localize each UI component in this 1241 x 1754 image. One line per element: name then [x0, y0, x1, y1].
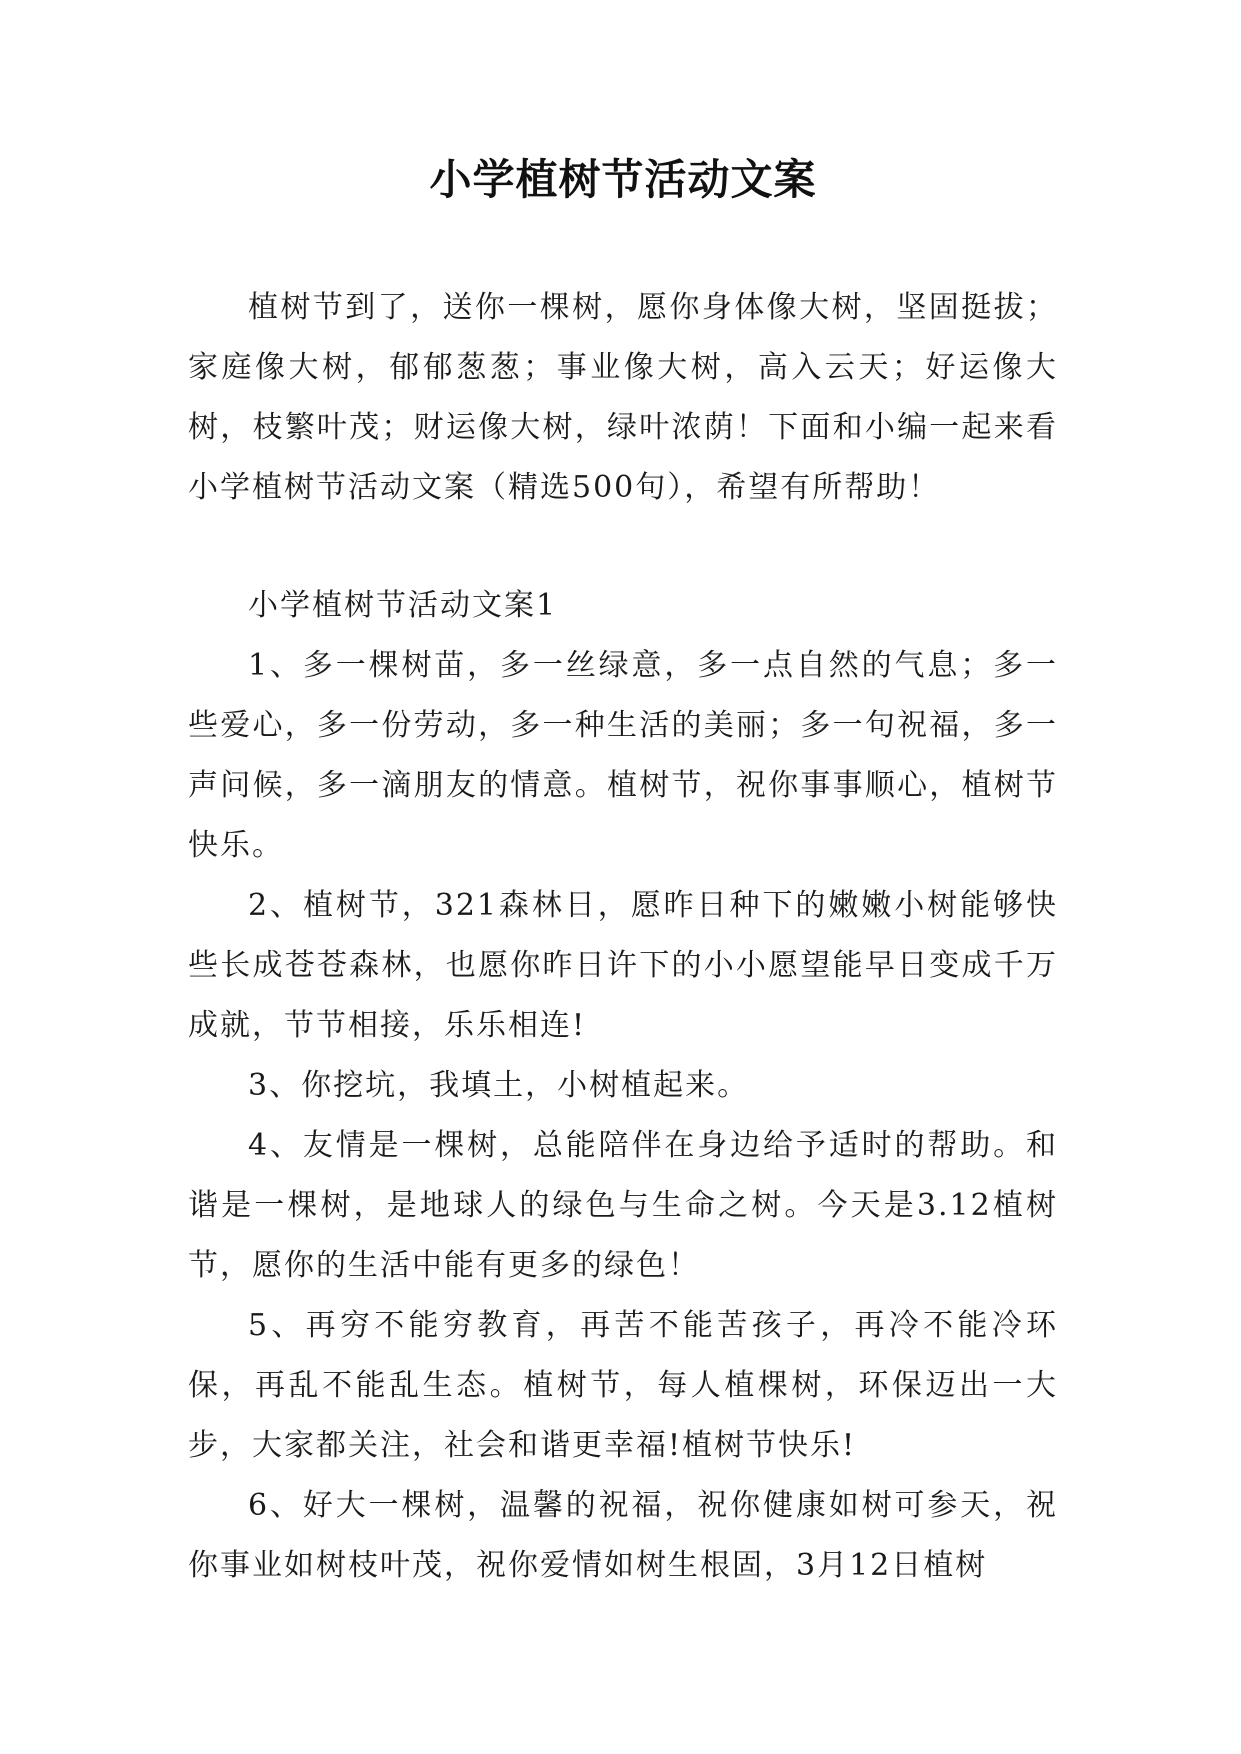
document-title: 小学植树节活动文案: [429, 155, 817, 204]
list-item: 5、再穷不能穷教育，再苦不能苦孩子，再冷不能冷环保，再乱不能乱生态。植树节，每人植棵树，环保迈出一大步，大家都关注，社会和谐更幸福!植树节快乐!: [188, 1308, 1058, 1463]
intro-paragraph: 植树节到了，送你一棵树，愿你身体像大树，坚固挺拔；家庭像大树，郁郁葱葱；事业像大树，高入云天；好运像大树，枝繁叶茂；财运像大树，绿叶浓荫！下面和小编一起来看小学植树节活动文案（精选500句），希望有所帮助！: [188, 290, 1058, 505]
document-body: [188, 278, 1058, 1596]
list-item: 4、友情是一棵树，总能陪伴在身边给予适时的帮助。和谐是一棵树，是地球人的绿色与生命之树。今天是3.12植树节，愿你的生活中能有更多的绿色！: [188, 1128, 1058, 1283]
document-page: [188, 0, 1058, 1596]
section-heading: 小学植树节活动文案1: [248, 588, 558, 623]
list-item: 6、好大一棵树，温馨的祝福，祝你健康如树可参天，祝你事业如树枝叶茂，祝你爱情如树生根固，3月12日植树: [188, 1488, 1058, 1583]
list-item: 1、多一棵树苗，多一丝绿意，多一点自然的气息；多一些爱心，多一份劳动，多一种生活的美丽；多一句祝福，多一声问候，多一滴朋友的情意。植树节，祝你事事顺心，植树节快乐。: [188, 648, 1058, 863]
list-item: 3、你挖坑，我填土，小树植起来。: [248, 1068, 750, 1103]
list-item: 2、植树节，321森林日，愿昨日种下的嫩嫩小树能够快些长成苍苍森林，也愿你昨日许下的小小愿望能早日变成千万成就，节节相接，乐乐相连!: [188, 888, 1058, 1043]
